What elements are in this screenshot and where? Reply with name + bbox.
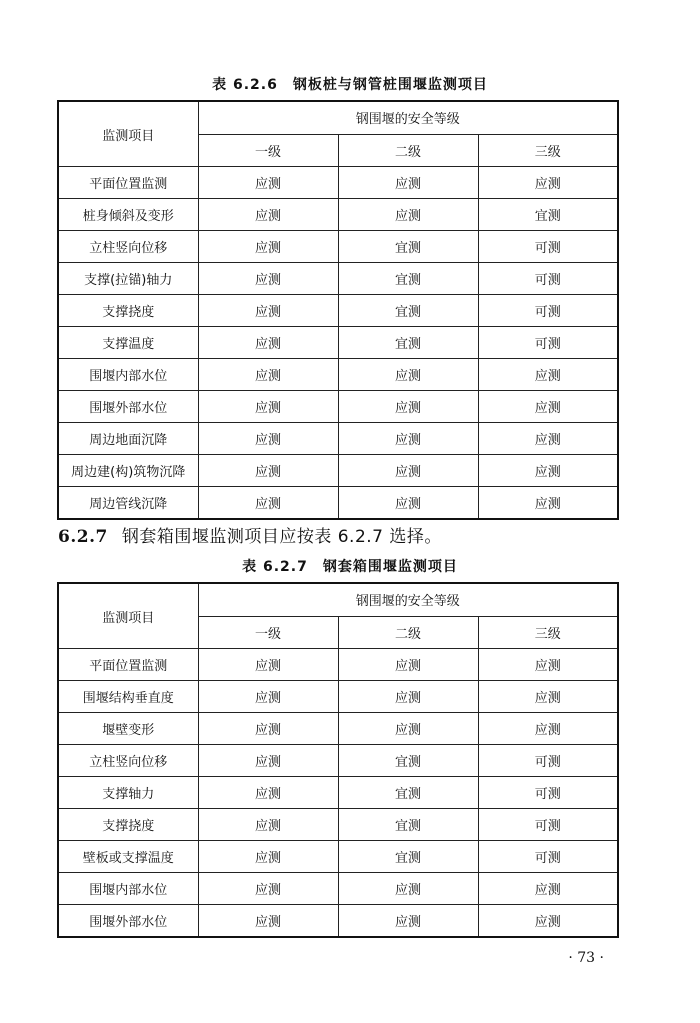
row-value: 应测	[198, 809, 338, 841]
row-value: 宜测	[338, 231, 478, 263]
row-value: 应测	[338, 359, 478, 391]
row-value: 宜测	[338, 809, 478, 841]
table-row	[58, 745, 618, 777]
table-row	[58, 199, 618, 231]
row-value: 可测	[478, 777, 618, 809]
header-level-2: 二级	[338, 616, 478, 649]
row-value: 可测	[478, 263, 618, 295]
row-value: 应测	[198, 649, 338, 681]
row-value: 应测	[478, 423, 618, 455]
row-value: 应测	[478, 713, 618, 745]
row-value: 应测	[198, 391, 338, 423]
page-number: · 73 ·	[568, 950, 604, 966]
row-value: 应测	[478, 487, 618, 520]
table-row	[58, 455, 618, 487]
row-value: 应测	[338, 649, 478, 681]
row-item: 支撑温度	[58, 327, 198, 359]
row-value: 应测	[478, 167, 618, 199]
row-item: 平面位置监测	[58, 649, 198, 681]
row-value: 应测	[198, 777, 338, 809]
row-value: 应测	[198, 841, 338, 873]
table-6-2-7	[57, 582, 619, 938]
row-item: 周边地面沉降	[58, 423, 198, 455]
row-value: 应测	[478, 455, 618, 487]
table-row	[58, 873, 618, 905]
row-value: 应测	[198, 905, 338, 938]
row-value: 可测	[478, 231, 618, 263]
row-value: 应测	[338, 681, 478, 713]
row-value: 应测	[338, 391, 478, 423]
row-value: 应测	[338, 713, 478, 745]
row-value: 应测	[478, 873, 618, 905]
table-row	[58, 359, 618, 391]
header-level-2: 二级	[338, 134, 478, 167]
header-level-1: 一级	[198, 616, 338, 649]
row-value: 应测	[338, 423, 478, 455]
row-value: 宜测	[478, 199, 618, 231]
row-value: 应测	[198, 263, 338, 295]
row-item: 围堰内部水位	[58, 359, 198, 391]
clause-6-2-7	[58, 522, 442, 547]
table-row	[58, 777, 618, 809]
row-value: 应测	[478, 905, 618, 938]
row-item: 围堰外部水位	[58, 391, 198, 423]
row-item: 支撑挠度	[58, 295, 198, 327]
row-item: 围堰结构垂直度	[58, 681, 198, 713]
table-row	[58, 487, 618, 520]
row-value: 宜测	[338, 777, 478, 809]
row-value: 应测	[198, 713, 338, 745]
row-item: 支撑(拉锚)轴力	[58, 263, 198, 295]
header-level-1: 一级	[198, 134, 338, 167]
table-row	[58, 327, 618, 359]
header-level-3: 三级	[478, 616, 618, 649]
row-value: 可测	[478, 745, 618, 777]
row-value: 宜测	[338, 263, 478, 295]
row-value: 可测	[478, 809, 618, 841]
row-value: 应测	[338, 167, 478, 199]
table-row	[58, 841, 618, 873]
table-row	[58, 231, 618, 263]
table-row	[58, 167, 618, 199]
row-value: 应测	[198, 359, 338, 391]
row-item: 桩身倾斜及变形	[58, 199, 198, 231]
row-item: 支撑轴力	[58, 777, 198, 809]
row-value: 应测	[338, 199, 478, 231]
row-item: 支撑挠度	[58, 809, 198, 841]
header-monitoring-item: 监测项目	[58, 583, 198, 649]
row-item: 围堰内部水位	[58, 873, 198, 905]
row-value: 应测	[198, 167, 338, 199]
row-value: 可测	[478, 295, 618, 327]
row-value: 应测	[198, 327, 338, 359]
row-value: 应测	[478, 359, 618, 391]
header-safety-grade: 钢围堰的安全等级	[198, 583, 618, 616]
row-value: 应测	[338, 455, 478, 487]
row-value: 宜测	[338, 841, 478, 873]
row-value: 应测	[198, 681, 338, 713]
row-item: 立柱竖向位移	[58, 231, 198, 263]
header-monitoring-item: 监测项目	[58, 101, 198, 167]
table-row	[58, 423, 618, 455]
clause-text: 钢套箱围堰监测项目应按表 6.2.7 选择。	[121, 527, 442, 547]
table-row	[58, 681, 618, 713]
row-value: 应测	[338, 873, 478, 905]
row-item: 围堰外部水位	[58, 905, 198, 938]
row-value: 应测	[198, 231, 338, 263]
row-value: 应测	[198, 295, 338, 327]
table-row	[58, 263, 618, 295]
header-level-3: 三级	[478, 134, 618, 167]
table-row	[58, 295, 618, 327]
row-item: 平面位置监测	[58, 167, 198, 199]
row-value: 应测	[198, 455, 338, 487]
table-row	[58, 391, 618, 423]
table-row	[58, 713, 618, 745]
row-item: 周边管线沉降	[58, 487, 198, 520]
row-item: 壁板或支撑温度	[58, 841, 198, 873]
row-value: 应测	[198, 745, 338, 777]
row-value: 宜测	[338, 745, 478, 777]
table-row	[58, 905, 618, 938]
row-value: 应测	[338, 487, 478, 520]
row-value: 宜测	[338, 327, 478, 359]
row-value: 应测	[338, 905, 478, 938]
row-value: 可测	[478, 327, 618, 359]
row-item: 立柱竖向位移	[58, 745, 198, 777]
row-item: 堰壁变形	[58, 713, 198, 745]
clause-number: 6.2.7	[58, 527, 108, 547]
row-value: 可测	[478, 841, 618, 873]
row-value: 宜测	[338, 295, 478, 327]
row-value: 应测	[198, 423, 338, 455]
table-row	[58, 809, 618, 841]
row-item: 周边建(构)筑物沉降	[58, 455, 198, 487]
row-value: 应测	[478, 391, 618, 423]
table-6-2-6	[57, 100, 619, 520]
row-value: 应测	[198, 487, 338, 520]
header-safety-grade: 钢围堰的安全等级	[198, 101, 618, 134]
row-value: 应测	[478, 681, 618, 713]
row-value: 应测	[198, 873, 338, 905]
table-row	[58, 649, 618, 681]
table-6-2-6-caption: 表 6.2.6 钢板桩与钢管桩围堰监测项目	[212, 77, 488, 93]
table-6-2-7-caption: 表 6.2.7 钢套箱围堰监测项目	[242, 559, 458, 575]
row-value: 应测	[198, 199, 338, 231]
row-value: 应测	[478, 649, 618, 681]
